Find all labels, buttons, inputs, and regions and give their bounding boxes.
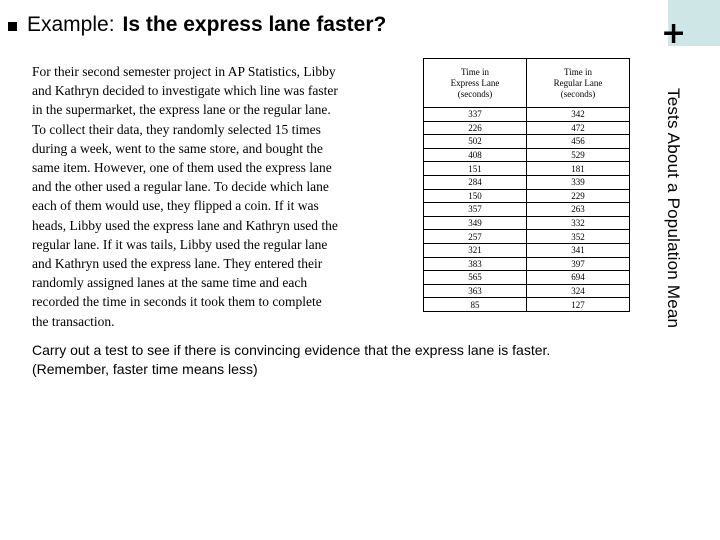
table-row: [424, 271, 630, 285]
table-row: [424, 284, 630, 298]
table-row: [424, 175, 630, 189]
header-express-lane: [424, 59, 527, 108]
regular-time-cell: 339: [527, 175, 630, 189]
task-line: Carry out a test to see if there is convincing evidence that the express lane is faster.: [32, 342, 551, 358]
description-line: the transaction.: [32, 313, 115, 329]
table-row: [424, 135, 630, 149]
express-time-cell: 321: [424, 243, 527, 257]
express-time-cell: 257: [424, 230, 527, 244]
description-line: each of them would use, they flipped a coin. If it was: [32, 198, 319, 214]
regular-time-cell: 397: [527, 257, 630, 271]
slide-title-row: [8, 10, 386, 40]
description-line: same item. However, one of them used the express lane: [32, 160, 332, 176]
table-row: [424, 298, 630, 312]
description-line: and Kathryn used the express lane. They entered their: [32, 256, 323, 272]
express-time-cell: 363: [424, 284, 527, 298]
task-line: (Remember, faster time means less): [32, 361, 258, 377]
table-row: [424, 257, 630, 271]
express-time-cell: 284: [424, 175, 527, 189]
express-time-cell: 408: [424, 148, 527, 162]
slide-title: Is the express lane faster?: [122, 13, 387, 36]
table-row: [424, 243, 630, 257]
description-line: regular lane. If it was tails, Libby used the regular lane: [32, 236, 328, 252]
header-regular-lane: [527, 59, 630, 108]
task-instructions: [32, 341, 672, 379]
example-label: Example:: [27, 13, 115, 36]
table-row: [424, 108, 630, 122]
regular-time-cell: 332: [527, 216, 630, 230]
header-line: Time in: [564, 66, 592, 77]
regular-time-cell: 229: [527, 189, 630, 203]
regular-time-cell: 341: [527, 243, 630, 257]
header-line: Express Lane: [450, 77, 500, 88]
express-time-cell: 357: [424, 203, 527, 217]
description-line: recorded the time in seconds it took them to complete: [32, 294, 322, 310]
description-line: and the other used a regular lane. To decide which lane: [32, 179, 329, 195]
bullet-square-icon: [8, 22, 17, 31]
regular-time-cell: 263: [527, 203, 630, 217]
regular-time-cell: 342: [527, 108, 630, 122]
regular-time-cell: 127: [527, 298, 630, 312]
header-line: Time in: [461, 66, 489, 77]
regular-time-cell: 181: [527, 162, 630, 176]
table-row: [424, 230, 630, 244]
description-line: For their second semester project in AP Statistics, Libby: [32, 64, 336, 79]
description-line: To collect their data, they randomly selected 15 times: [32, 121, 321, 137]
regular-time-cell: 529: [527, 148, 630, 162]
description-line: and Kathryn decided to investigate which line was faster: [32, 83, 338, 99]
header-line: (seconds): [560, 88, 596, 99]
description-line: during a week, went to the same store, and bought the: [32, 140, 323, 156]
section-title-vertical: Tests About a Population Mean: [664, 88, 683, 329]
regular-time-cell: 324: [527, 284, 630, 298]
table-row: [424, 121, 630, 135]
description-line: in the supermarket, the express lane or the regular lane.: [32, 102, 331, 118]
header-line: (seconds): [457, 88, 493, 99]
description-line: randomly assigned lanes at the same time and each: [32, 275, 308, 291]
express-time-cell: 226: [424, 121, 527, 135]
express-time-cell: 349: [424, 216, 527, 230]
regular-time-cell: 352: [527, 230, 630, 244]
table-body: [424, 108, 630, 312]
express-time-cell: 337: [424, 108, 527, 122]
regular-time-cell: 694: [527, 271, 630, 285]
regular-time-cell: 472: [527, 121, 630, 135]
table-row: [424, 216, 630, 230]
express-time-cell: 150: [424, 189, 527, 203]
table-header-row: [424, 59, 630, 108]
express-time-cell: 502: [424, 135, 527, 149]
table-row: [424, 162, 630, 176]
express-time-cell: 85: [424, 298, 527, 312]
express-time-cell: 383: [424, 257, 527, 271]
table-row: [424, 203, 630, 217]
plus-icon: +: [661, 16, 687, 51]
express-time-cell: 565: [424, 271, 527, 285]
table-row: [424, 148, 630, 162]
table-row: [424, 189, 630, 203]
description-line: heads, Libby used the express lane and Kathryn used the: [32, 217, 338, 233]
express-time-cell: 151: [424, 162, 527, 176]
regular-time-cell: 456: [527, 135, 630, 149]
lane-times-table: [423, 58, 630, 312]
problem-description: [32, 62, 402, 331]
header-line: Regular Lane: [553, 77, 603, 88]
